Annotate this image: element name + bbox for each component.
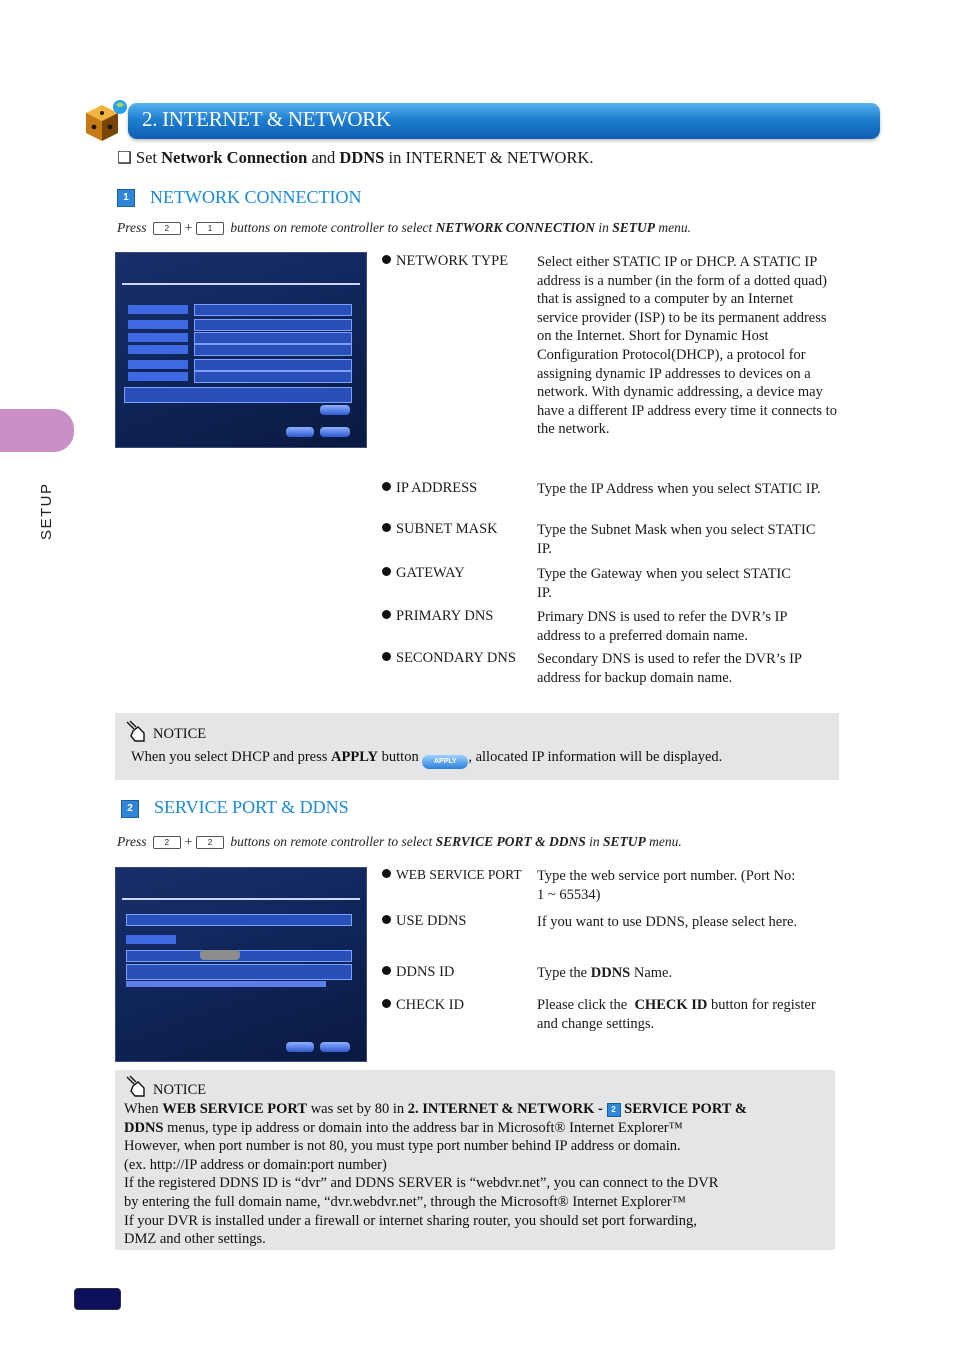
intro-line xyxy=(117,148,594,168)
notice-bold: SERVICE PORT & xyxy=(620,1101,747,1117)
press-bold: NETWORK CONNECTION xyxy=(435,220,595,235)
remote-key: 2 xyxy=(153,222,181,235)
term-primary-dns xyxy=(382,608,493,625)
desc-use-ddns: If you want to use DDNS, please select here. xyxy=(537,914,798,930)
page-title: 2. INTERNET & NETWORK xyxy=(142,107,391,131)
notice-text: , allocated IP information will be displayed. xyxy=(468,749,723,765)
screenshot-field xyxy=(194,319,352,331)
remote-key: 1 xyxy=(196,222,224,235)
term-check-id xyxy=(382,997,464,1014)
notice-bold: 2. INTERNET & NETWORK - xyxy=(407,1101,607,1117)
notice-text: When you select DHCP and press xyxy=(131,749,332,765)
term-label: GATEWAY xyxy=(396,565,465,581)
press-bold: SERVICE PORT & DDNS xyxy=(435,834,586,849)
bullet-icon xyxy=(382,652,391,661)
screenshot-field xyxy=(126,914,352,926)
desc-text: Please click the xyxy=(537,997,635,1013)
term-gateway xyxy=(382,565,465,582)
cube-logo-icon xyxy=(80,97,132,145)
desc-text: button for register and change settings. xyxy=(537,997,816,1032)
desc-network-type: Select either STATIC IP or DHCP. A STATIC IP address is a number (in the form of a dotted quad) that is assigned to a computer by an Internet service provider (ISP) to be its permanent address on the Internet. Short for Dynamic Host Configuration Protocol(DHCP), a protocol for assigning dynamic IP addresses to devices on a network. With dynamic addressing, a device may have a different IP address every time it connects to the network. xyxy=(537,254,837,438)
term-label: IP ADDRESS xyxy=(396,480,478,496)
screenshot-field xyxy=(194,359,352,371)
notice-2-line-7: If your DVR is installed under a firewall or internet sharing router, you should set port forwarding, xyxy=(124,1212,697,1229)
network-connection-screenshot xyxy=(115,252,367,448)
screenshot-button xyxy=(286,427,314,437)
screenshot-button xyxy=(286,1042,314,1052)
notice-2-line-4: (ex. http://IP address or domain:port number) xyxy=(124,1156,387,1173)
section-2-inline-icon: 2 xyxy=(607,1103,621,1117)
desc-primary-dns: Primary DNS is used to refer the DVR’s IP address to a preferred domain name. xyxy=(537,609,787,644)
desc-bold: CHECK ID xyxy=(634,997,708,1013)
screenshot-label xyxy=(128,360,188,369)
screenshot-button xyxy=(320,1042,350,1052)
term-web-service-port xyxy=(382,867,522,883)
screenshot-field xyxy=(194,344,352,356)
service-port-ddns-screenshot xyxy=(115,867,367,1062)
notice-1-heading: NOTICE xyxy=(153,726,207,742)
section-1-icon: 1 xyxy=(117,189,135,207)
screenshot-field xyxy=(194,304,352,316)
notice-2-line-1 xyxy=(124,1100,830,1119)
bullet-icon xyxy=(382,966,391,975)
screenshot-label xyxy=(128,333,188,342)
screenshot-label xyxy=(128,372,188,381)
notice-text: menus, type ip address or domain into the address bar in Microsoft® Internet Explorer™ xyxy=(163,1119,683,1136)
section-1-title: NETWORK CONNECTION xyxy=(150,187,362,207)
notice-2-line-8: DMZ and other settings. xyxy=(124,1231,266,1248)
screenshot-label xyxy=(128,320,188,329)
term-label: NETWORK TYPE xyxy=(396,253,509,269)
side-label: SETUP xyxy=(38,482,55,540)
desc-bold: DDNS xyxy=(590,965,631,981)
notice-text: When xyxy=(124,1101,163,1117)
notice-2-heading: NOTICE xyxy=(153,1082,207,1098)
remote-key: 2 xyxy=(153,836,181,849)
notice-2-body xyxy=(124,1100,830,1249)
term-label: DDNS ID xyxy=(396,964,455,980)
hand-pointer-icon xyxy=(124,719,148,747)
term-subnet-mask xyxy=(382,521,498,538)
desc-secondary-dns: Secondary DNS is used to refer the DVR’s IP address for backup domain name. xyxy=(537,651,802,686)
term-ip-address xyxy=(382,480,477,497)
bullet-icon xyxy=(382,255,391,264)
press-instruction-2 xyxy=(117,834,682,850)
bullet-icon xyxy=(382,567,391,576)
press-bold: SETUP xyxy=(603,834,646,849)
page-number-tab xyxy=(74,1288,121,1310)
bullet-icon xyxy=(382,523,391,532)
intro-mid: and xyxy=(307,148,340,167)
notice-text: button xyxy=(378,749,423,765)
desc-subnet-mask: Type the Subnet Mask when you select STATIC IP. xyxy=(537,522,816,557)
screenshot-status xyxy=(126,964,352,980)
desc-text: Name. xyxy=(630,965,673,981)
bullet-icon xyxy=(382,915,391,924)
screenshot-header xyxy=(122,261,360,285)
bullet-icon xyxy=(382,999,391,1008)
press-pre: Press xyxy=(117,220,147,235)
screenshot-field xyxy=(194,332,352,344)
term-label: SECONDARY DNS xyxy=(396,650,516,666)
intro-bold-1: Network Connection xyxy=(161,148,308,167)
press-bold: SETUP xyxy=(612,220,656,235)
term-label: PRIMARY DNS xyxy=(396,608,494,624)
term-use-ddns xyxy=(382,913,467,930)
notice-2-line-5: If the registered DDNS ID is “dvr” and DDNS SERVER is “webdvr.net”, you can connect to the DVR xyxy=(124,1175,719,1192)
notice-2-line-6: by entering the full domain name, “dvr.webdvr.net”, through the Microsoft® Internet Explorer™ xyxy=(124,1193,686,1210)
screenshot-status xyxy=(124,387,352,403)
hand-pointer-icon xyxy=(124,1074,148,1102)
press-plus: + xyxy=(183,834,193,849)
press-post: menu. xyxy=(658,220,692,235)
intro-prefix: Set xyxy=(135,148,162,167)
bullet-icon xyxy=(382,869,391,878)
screenshot-header xyxy=(122,876,360,900)
notice-bold: DDNS xyxy=(124,1119,164,1136)
desc-ddns-id xyxy=(537,964,837,983)
notice-text: was set by 80 in xyxy=(307,1101,408,1117)
notice-box-1 xyxy=(115,713,839,780)
press-pre: Press xyxy=(117,834,147,849)
screenshot-label xyxy=(126,935,176,944)
press-post: menu. xyxy=(649,834,682,849)
screenshot-field xyxy=(194,371,352,383)
press-instruction-1 xyxy=(117,220,691,236)
desc-gateway: Type the Gateway when you select STATIC IP. xyxy=(537,566,791,601)
term-ddns-id xyxy=(382,964,454,981)
desc-web-service-port: Type the web service port number. (Port No: 1 ~ 65534) xyxy=(537,868,796,903)
bullet-icon xyxy=(382,610,391,619)
press-mid: buttons on remote controller to select xyxy=(230,220,433,235)
apply-button-icon: APPLY xyxy=(422,755,468,769)
desc-check-id xyxy=(537,996,822,1033)
remote-key: 2 xyxy=(196,836,224,849)
screenshot-button xyxy=(200,950,240,960)
notice-bold: WEB SERVICE PORT xyxy=(162,1101,308,1117)
press-mid: buttons on remote controller to select xyxy=(230,834,433,849)
section-2-title: SERVICE PORT & DDNS xyxy=(154,797,349,817)
desc-ip-address: Type the IP Address when you select STATIC IP. xyxy=(537,481,821,497)
screenshot-label xyxy=(128,345,188,354)
notice-bold: APPLY xyxy=(331,749,379,765)
term-label: WEB SERVICE PORT xyxy=(396,867,522,882)
press-in: in xyxy=(589,834,600,849)
term-label: SUBNET MASK xyxy=(396,521,498,537)
notice-2-line-2 xyxy=(124,1119,830,1138)
intro-suffix: in INTERNET & NETWORK. xyxy=(384,148,594,167)
press-plus: + xyxy=(183,220,193,235)
notice-2-line-3: However, when port number is not 80, you must type port number behind IP address or domain. xyxy=(124,1138,681,1155)
term-network-type xyxy=(382,253,508,270)
side-tab xyxy=(0,409,74,452)
section-2-icon: 2 xyxy=(121,800,139,818)
term-secondary-dns xyxy=(382,650,516,667)
screenshot-note xyxy=(126,981,326,987)
desc-text: Type the xyxy=(537,965,591,981)
press-in: in xyxy=(598,220,609,235)
checkbox-icon: ❑ xyxy=(117,148,132,167)
intro-bold-2: DDNS xyxy=(339,148,385,167)
screenshot-button xyxy=(320,427,350,437)
term-label: CHECK ID xyxy=(396,997,465,1013)
notice-1-body xyxy=(131,748,722,769)
screenshot-button xyxy=(320,405,350,415)
screenshot-label xyxy=(128,305,188,314)
term-label: USE DDNS xyxy=(396,913,467,929)
bullet-icon xyxy=(382,482,391,491)
